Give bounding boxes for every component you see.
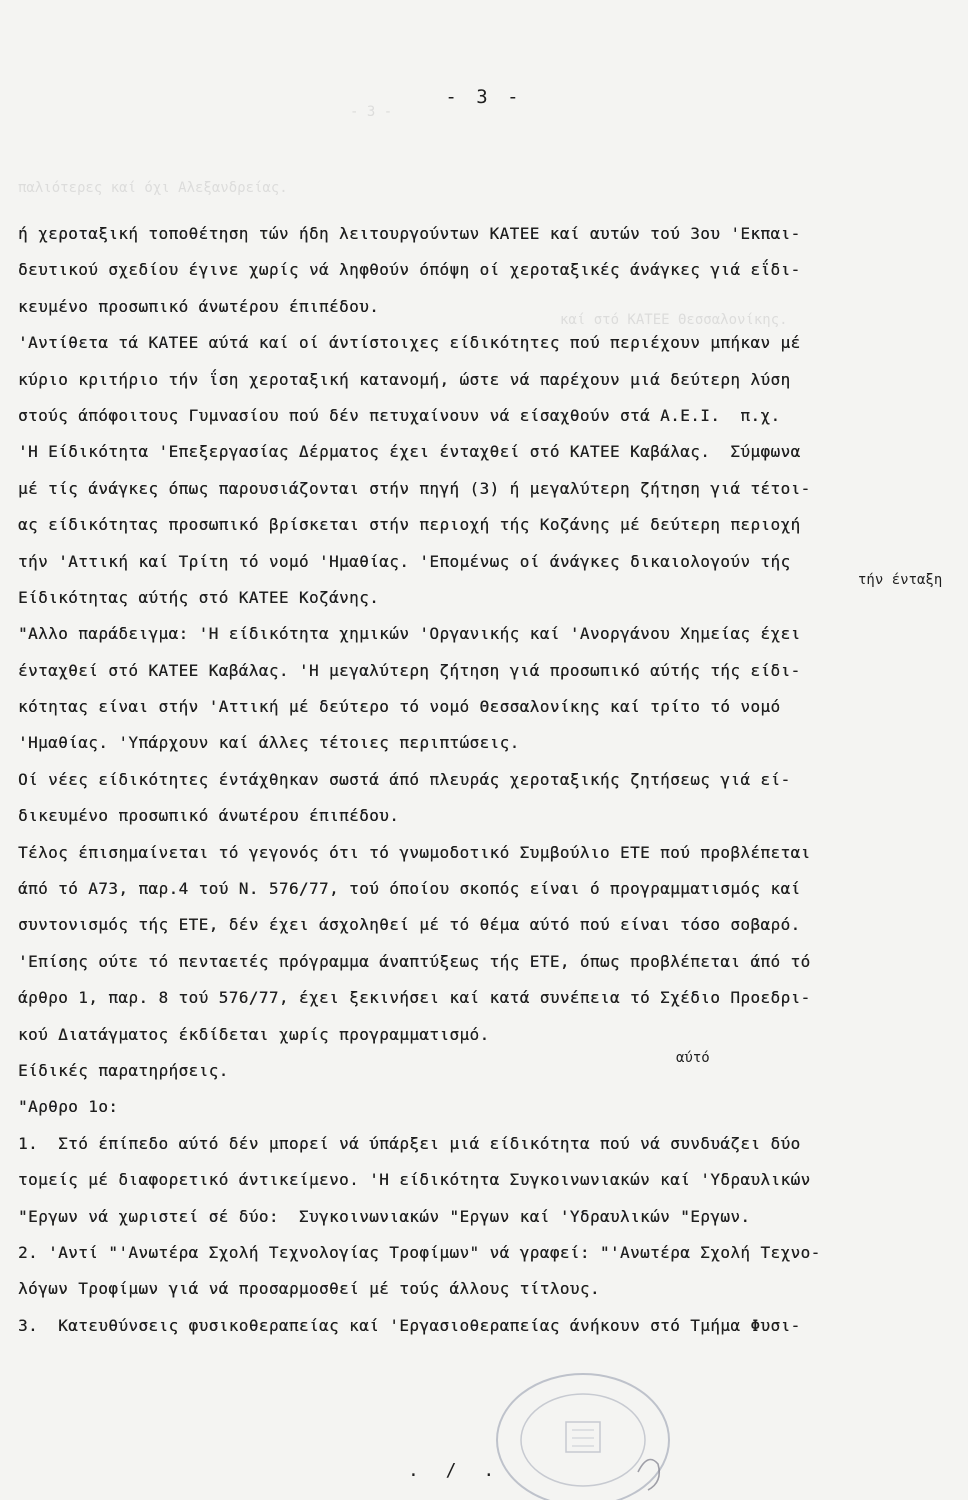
text-line: ας είδικότητας προσωπικό βρίσκεται στήν περιοχή τής Κοζάνης μέ δεύτερη περιοχή	[18, 515, 801, 535]
text-line: κού Διατάγματος έκδίδεται χωρίς προγραμματισμό.	[18, 1024, 490, 1044]
bleed-through-line: καί στό ΚΑΤΕΕ Θεσσαλονίκης.	[560, 312, 788, 328]
text-line: κύριο κριτήριο τήν ΐση χεροταξική κατανομή, ώστε νά παρέχουν μιά δεύτερη λύση	[18, 369, 791, 389]
text-line: τομείς μέ διαφορετικό άντικείμενο. 'Η είδικότητα Συγκοινωνιακών καί 'Υδραυλικών	[18, 1170, 811, 1190]
text-line: Οί νέες είδικότητες έντάχθηκαν σωστά άπό πλευράς χεροταξικής ζητήσεως γιά εί-	[18, 769, 791, 789]
text-line: λόγων Τροφίμων γιά νά προσαρμοσθεί μέ τούς άλλους τίτλους.	[18, 1279, 600, 1299]
text-line: ένταχθεί στό ΚΑΤΕΕ Καβάλας. 'Η μεγαλύτερη ζήτηση γιά προσωπικό αύτής τής είδι-	[18, 660, 801, 680]
body-text	[18, 216, 948, 1344]
text-line: δευτικού σχεδίου έγινε χωρίς νά ληφθούν όπόψη οί χεροταξικές άνάγκες γιά εΐδι-	[18, 260, 801, 280]
text-line: Τέλος έπισημαίνεται τό γεγονός ότι τό γνωμοδοτικό Συμβούλιο ΕΤΕ πού προβλέπεται	[18, 842, 811, 862]
inserted-text-auto: αύτό	[676, 1050, 710, 1066]
text-line: 'Ημαθίας. 'Υπάρχουν καί άλλες τέτοιες περιπτώσεις.	[18, 733, 520, 753]
bleed-through-page-number: - 3 -	[350, 104, 393, 120]
text-line: συντονισμός τής ΕΤΕ, δέν έχει άσχοληθεί μέ τό θέμα αύτό πού είναι τόσο σοβαρό.	[18, 915, 801, 935]
text-line: κότητας είναι στήν 'Αττική μέ δεύτερο τό νομό Θεσσαλονίκης καί τρίτο τό νομό	[18, 697, 781, 717]
text-line: ή χεροταξική τοποθέτηση τών ήδη λειτουργούντων ΚΑΤΕΕ καί αυτών τού 3ου 'Εκπαι-	[18, 224, 801, 243]
text-line: άρθρο 1, παρ. 8 τού 576/77, έχει ξεκινήσει καί κατά συνέπεια τό Σχέδιο Προεδρι-	[18, 988, 811, 1008]
text-line: κευμένο προσωπικό άνωτέρου έπιπέδου.	[18, 296, 380, 316]
text-line: στούς άπόφοιτους Γυμνασίου πού δέν πετυχαίνουν νά είσαχθούν στά Α.Ε.Ι. π.χ.	[18, 405, 781, 425]
inserted-text-entaxi: τήν ένταξη	[858, 572, 943, 588]
text-line: άπό τό Α73, παρ.4 τού Ν. 576/77, τού όποίου σκοπός είναι ό προγραμματισμός καί	[18, 879, 801, 899]
text-line: δικευμένο προσωπικό άνωτέρου έπιπέδου.	[18, 806, 400, 826]
text-line: 3. Κατευθύνσεις φυσικοθεραπείας καί 'Εργασιοθεραπείας άνήκουν στό Τμήμα Φυσι-	[18, 1315, 801, 1335]
text-line: "Αλλο παράδειγμα: 'Η είδικότητα χημικών 'Οργανικής καί 'Ανοργάνου Χημείας έχει	[18, 624, 801, 644]
text-line: 2. 'Αντί "'Ανωτέρα Σχολή Τεχνολογίας Τροφίμων" νά γραφεί: "'Ανωτέρα Σχολή Τεχνο-	[18, 1242, 821, 1262]
bleed-through-line: παλιότερες καί όχι Αλεξανδρείας.	[18, 180, 288, 196]
text-line: 1. Στό έπίπεδο αύτό δέν μπορεί νά ύπάρξει μιά είδικότητα πού νά συνδυάζει δύο	[18, 1133, 801, 1153]
text-line: Είδικές παρατηρήσεις.	[18, 1060, 229, 1080]
text-line: 'Η Είδικότητα 'Επεξεργασίας Δέρματος έχει ένταχθεί στό ΚΑΤΕΕ Καβάλας. Σύμφωνα	[18, 442, 801, 462]
continuation-mark: . / .	[408, 1460, 503, 1481]
text-line: Είδικότητας αύτής στό ΚΑΤΕΕ Κοζάνης.	[18, 587, 380, 607]
text-line: τήν 'Αττική καί Τρίτη τό νομό 'Ημαθίας. 'Επομένως οί άνάγκες δικαιολογούν τής	[18, 551, 791, 571]
text-line: 'Επίσης ούτε τό πενταετές πρόγραμμα άναπτύξεως τής ΕΤΕ, όπως προβλέπεται άπό τό	[18, 951, 811, 971]
official-seal-stamp	[488, 1352, 688, 1500]
text-line: μέ τίς άνάγκες όπως παρουσιάζονται στήν πηγή (3) ή μεγαλύτερη ζήτηση γιά τέτοι-	[18, 478, 811, 498]
text-line: "Αρθρο 1ο:	[18, 1097, 119, 1117]
text-line: 'Αντίθετα τά ΚΑΤΕΕ αύτά καί οί άντίστοιχες είδικότητες πού περιέχουν μπήκαν μέ	[18, 333, 801, 353]
text-line: "Εργων νά χωριστεί σέ δύο: Συγκοινωνιακών "Εργων καί 'Υδραυλικών "Εργων.	[18, 1206, 751, 1226]
page-number: - 3 -	[445, 86, 523, 108]
